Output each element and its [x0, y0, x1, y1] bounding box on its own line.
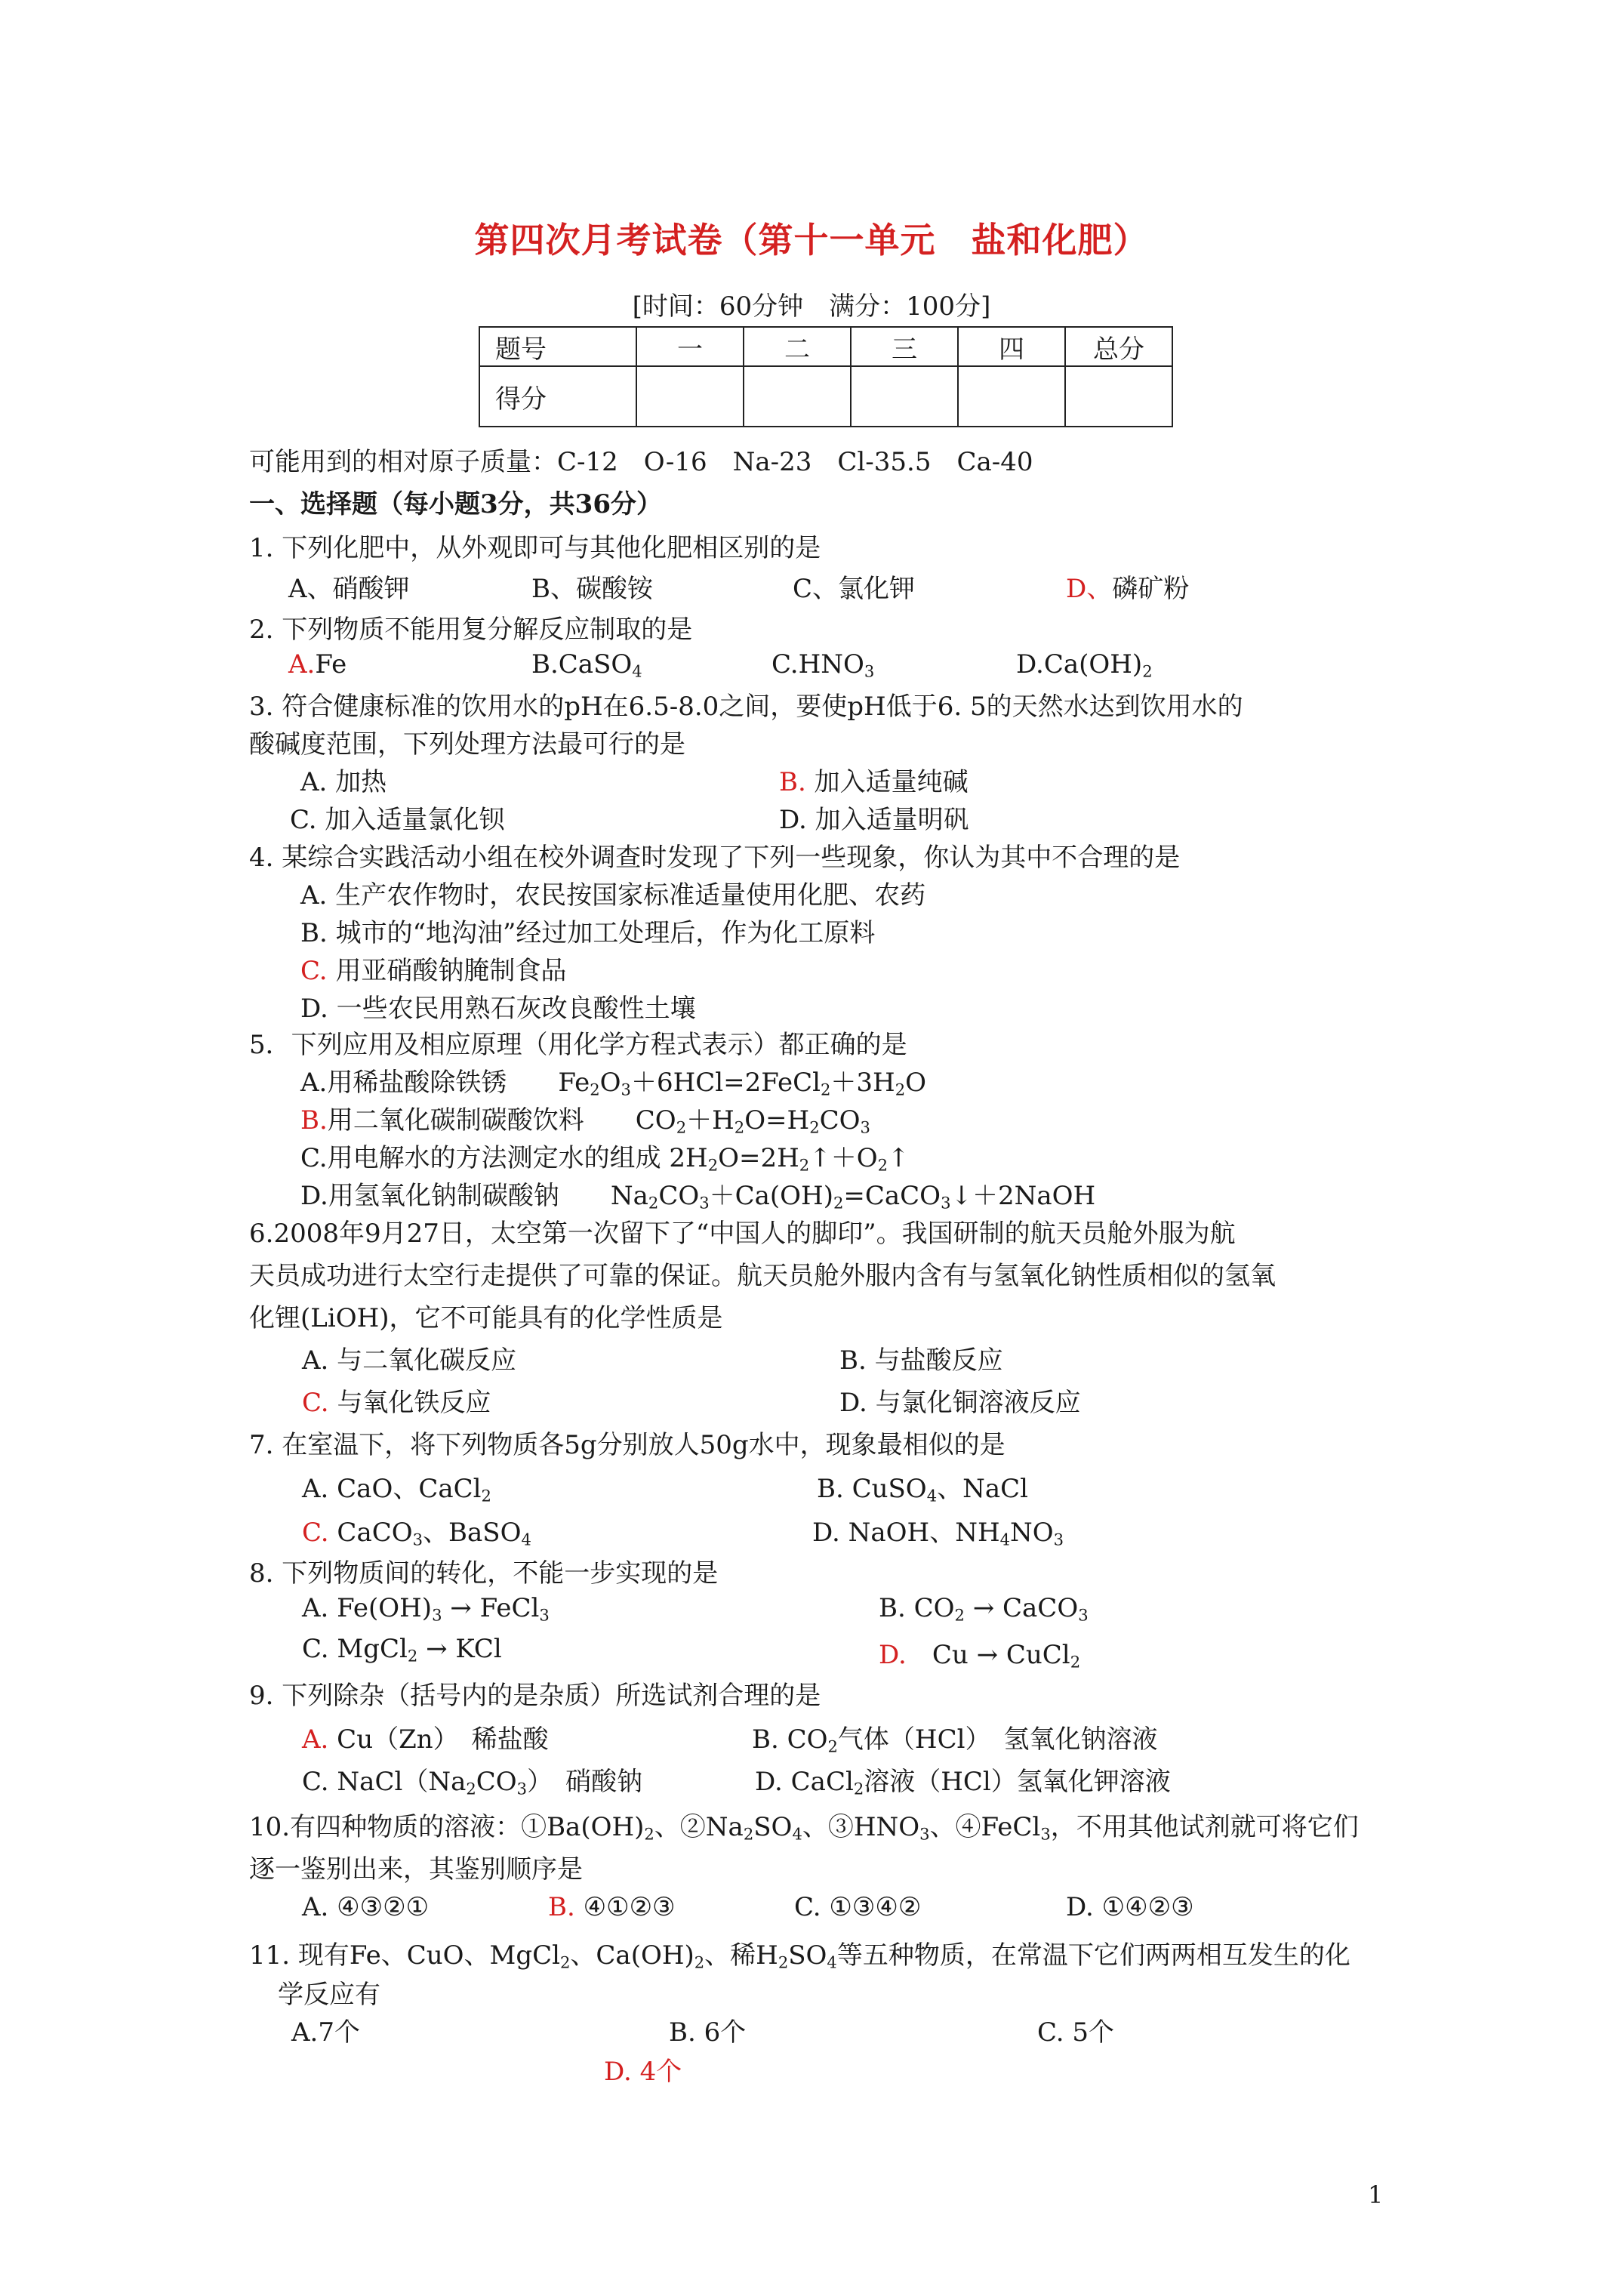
q8-option-d: D. Cu → CuCl$_2$: [879, 1640, 1081, 1672]
score-row-label: 得分: [479, 366, 636, 427]
section1-heading: 一、选择题（每小题3分，共36分）: [249, 489, 662, 519]
q1-option-c: C、氯化钾: [793, 574, 916, 604]
q6-option-b: B. 与盐酸反应: [839, 1345, 1003, 1376]
q9-option-d: D. CaCl$_2$溶液（HCl）氢氧化钾溶液: [755, 1767, 1171, 1798]
exam-title: 第四次月考试卷（第十一单元 盐和化肥）: [474, 220, 1149, 260]
score-cell[interactable]: [851, 366, 958, 427]
q4-option-b: B. 城市的“地沟油”经过加工处理后，作为化工原料: [300, 918, 876, 948]
q8-answer-mark: D.: [879, 1640, 907, 1670]
q5-option-a: A.用稀盐酸除铁锈 $Fe_2O_3+6HCl=2FeCl_2+3H_2O$: [300, 1068, 927, 1099]
q2-option-a-text: Fe: [315, 649, 347, 680]
q1-option-d: [1066, 568, 1189, 605]
q8-option-c: C. MgCl$_2$ → KCl: [302, 1634, 502, 1666]
q6-option-c-text: 与氧化铁反应: [337, 1388, 491, 1418]
q5-option-c: C.用电解水的方法测定水的组成 $2H_2O=2H_2↑+O_2↑$: [300, 1143, 910, 1175]
q9-option-a: A. Cu（Zn） 稀盐酸: [302, 1724, 549, 1755]
score-header-2: 二: [744, 327, 851, 366]
score-header-total: 总分: [1065, 327, 1172, 366]
q11-option-b: B. 6个: [669, 2017, 747, 2048]
q3-option-b: [779, 761, 969, 798]
q1-option-d-text: 磷矿粉: [1112, 574, 1190, 604]
q2-answer-mark: A.: [288, 649, 316, 680]
q3-option-a: A. 加热: [300, 767, 387, 797]
q4-option-d: D. 一些农民用熟石灰改良酸性土壤: [300, 994, 696, 1024]
q6-stem-line1: 6.2008年9月27日，太空第一次留下了“中国人的脚印”。我国研制的航天员舱外服为航: [249, 1219, 1236, 1249]
q7-option-c: C. CaCO$_3$、BaSO$_4$: [302, 1518, 531, 1549]
q3-option-c: C. 加入适量氯化钡: [290, 805, 505, 835]
score-table: [479, 326, 1173, 427]
q11-option-a: A.7个: [291, 2017, 360, 2048]
q8-stem: 8. 下列物质间的转化，不能一步实现的是: [249, 1558, 719, 1589]
q10-option-c: C. ①③④②: [794, 1892, 922, 1922]
q2-option-d: $D.Ca(OH)_2$: [1016, 649, 1153, 681]
q4-option-c: [300, 950, 566, 987]
q7-option-a: A. CaO、CaCl$_2$: [302, 1474, 491, 1505]
q2-option-a: [288, 649, 346, 680]
q1-option-a: A、硝酸钾: [288, 574, 410, 604]
q1-answer-mark: D、: [1066, 574, 1113, 604]
q4-option-c-text: 用亚硝酸钠腌制食品: [335, 956, 567, 986]
q7-option-d: D. NaOH、$NH_4NO_3$: [812, 1518, 1064, 1549]
q6-option-a: A. 与二氧化碳反应: [302, 1345, 517, 1376]
q9-answer-mark: A.: [302, 1724, 329, 1755]
q2-option-b: B.CaSO$_4$: [531, 649, 642, 681]
q8-option-b: B. $CO_2$ → CaCO$_3$: [879, 1593, 1089, 1625]
q10-option-a: A. ④③②①: [302, 1892, 430, 1922]
q10-option-b-text: ④①②③: [583, 1892, 676, 1922]
score-header-4: 四: [958, 327, 1065, 366]
q3-answer-mark: B.: [779, 767, 806, 797]
q1-option-b: B、碳酸铵: [531, 574, 653, 604]
q6-answer-mark: C.: [302, 1388, 329, 1418]
q11-option-c: C. 5个: [1037, 2017, 1115, 2048]
q3-option-b-text: 加入适量纯碱: [814, 767, 969, 797]
q1-stem: 1. 下列化肥中，从外观即可与其他化肥相区别的是: [249, 533, 821, 563]
q5-answer-mark: B.: [300, 1105, 328, 1136]
score-header-label: 题号: [479, 327, 636, 366]
score-cell[interactable]: [1065, 366, 1172, 427]
q5-option-b: B.用二氧化碳制碳酸饮料 $CO_2+H_2O=H_2CO_3$: [300, 1105, 870, 1137]
score-cell[interactable]: [958, 366, 1065, 427]
q6-stem-line2: 天员成功进行太空行走提供了可靠的保证。航天员舱外服内含有与氢氧化钠性质相似的氢氧: [249, 1261, 1276, 1291]
score-header-1: 一: [636, 327, 744, 366]
q5-option-b-text: 用二氧化碳制碳酸饮料: [327, 1105, 584, 1136]
q10-option-d: D. ①④②③: [1066, 1892, 1194, 1922]
score-cell[interactable]: [636, 366, 744, 427]
q6-option-d: D. 与氯化铜溶液反应: [839, 1388, 1081, 1418]
q3-stem-line2: 酸碱度范围，下列处理方法最可行的是: [249, 729, 685, 760]
q11-stem-line2: 学反应有: [278, 1980, 380, 2010]
score-cell[interactable]: [744, 366, 851, 427]
q11-stem-line1: 11. 现有Fe、CuO、MgCl$_2$、$Ca(OH)_2$、稀$H_2SO_4$等五种物质，在常温下它们两两相互发生的化: [249, 1940, 1350, 1972]
score-header-3: 三: [851, 327, 958, 366]
q3-option-d: D. 加入适量明矾: [779, 805, 969, 835]
q4-option-a: A. 生产农作物时，农民按国家标准适量使用化肥、农药: [300, 880, 926, 911]
q9-stem: 9. 下列除杂（括号内的是杂质）所选试剂合理的是: [249, 1681, 821, 1711]
q10-stem-line1: 10.有四种物质的溶液：$①Ba(OH)_2$、$②Na_2SO_4$、$③HNO_3$、④FeCl$_3$，不用其他试剂就可将它们: [249, 1812, 1359, 1844]
q10-answer-mark: B.: [548, 1892, 575, 1922]
q7-answer-mark: C.: [302, 1518, 329, 1548]
page-number: 1: [1368, 2180, 1384, 2209]
q7-stem: 7. 在室温下，将下列物质各5g分别放人50g水中，现象最相似的是: [249, 1430, 1006, 1460]
q10-stem-line2: 逐一鉴别出来，其鉴别顺序是: [249, 1854, 583, 1885]
q9-option-c: C. $NaCl(Na_2CO_3)$ 硝酸钠: [302, 1767, 643, 1798]
q2-option-c: $C.HNO_3$: [771, 649, 875, 681]
q11-option-d: D. 4个: [604, 2057, 682, 2087]
q3-stem-line1: 3. 符合健康标准的饮用水的pH在6.5-8.0之间，要使pH低于6. 5的天然水达到饮用水的: [249, 692, 1243, 722]
q8-option-a: A. $Fe(OH)_3$ → FeCl$_3$: [302, 1593, 550, 1625]
atomic-masses: 可能用到的相对原子质量：C-12 O-16 Na-23 Cl-35.5 Ca-40: [249, 447, 1033, 477]
q10-option-b: [548, 1892, 676, 1922]
q4-answer-mark: C.: [300, 956, 328, 986]
q6-option-c: [302, 1382, 491, 1419]
time-info: [时间：60分钟 满分：100分]: [632, 291, 991, 322]
q2-stem: 2. 下列物质不能用复分解反应制取的是: [249, 615, 693, 645]
q4-stem: 4. 某综合实践活动小组在校外调查时发现了下列一些现象，你认为其中不合理的是: [249, 843, 1181, 873]
q6-stem-line3: 化锂(LiOH)，它不可能具有的化学性质是: [249, 1303, 723, 1333]
q9-option-b: B. $CO_2$气体（HCl） 氢氧化钠溶液: [752, 1724, 1158, 1756]
q7-option-b: B. CuSO$_4$、NaCl: [817, 1474, 1029, 1505]
q5-stem: 5．下列应用及相应原理（用化学方程式表示）都正确的是: [249, 1030, 907, 1060]
q5-option-d: D.用氢氧化钠制碳酸钠 $Na_2CO_3+Ca(OH)_2=CaCO_3↓+2NaOH$: [300, 1181, 1096, 1213]
